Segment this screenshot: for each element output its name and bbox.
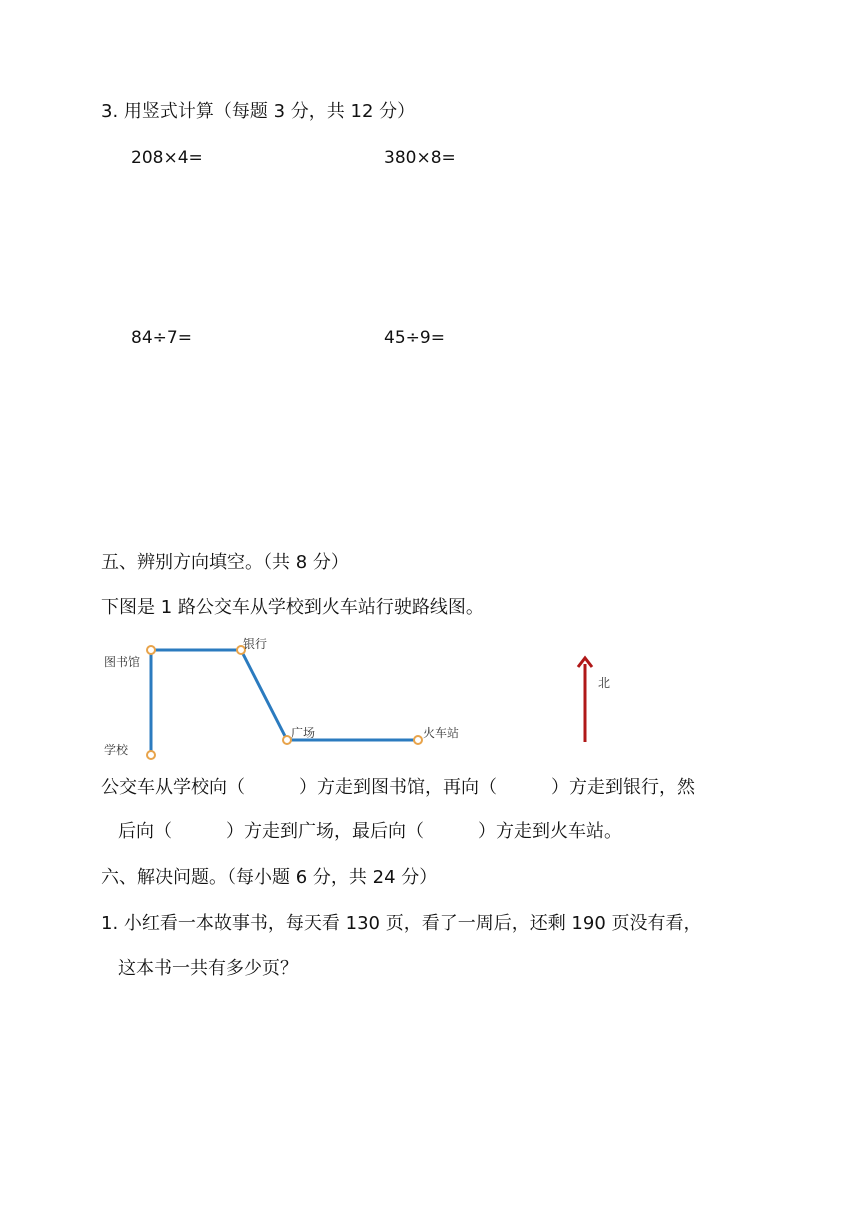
problem-q1-line1: 1. 小红看一本故事书，每天看 130 页，看了一周后，还剩 190 页没有看， <box>101 913 702 934</box>
node-library <box>147 646 155 654</box>
section3-heading: 3. 用竖式计算（每题 3 分，共 12 分） <box>101 101 416 122</box>
label-school: 学校 <box>104 743 129 757</box>
problem-3: 84÷7= <box>131 328 192 348</box>
section5-intro: 下图是 1 路公交车从学校到火车站行驶路线图。 <box>101 597 484 618</box>
node-school <box>147 751 155 759</box>
problem-1: 208×4= <box>131 148 203 168</box>
section6-heading: 六、解决问题。（每小题 6 分，共 24 分） <box>101 867 438 888</box>
problem-q1-line2: 这本书一共有多少页？ <box>118 958 298 979</box>
label-bank: 银行 <box>243 637 268 651</box>
node-station <box>414 736 422 744</box>
route-map <box>95 630 655 760</box>
label-north: 北 <box>598 676 611 690</box>
label-library: 图书馆 <box>104 655 141 669</box>
node-square <box>283 736 291 744</box>
label-square: 广场 <box>291 726 316 740</box>
problem-4: 45÷9= <box>384 328 445 348</box>
section5-heading: 五、辨别方向填空。（共 8 分） <box>101 552 349 573</box>
direction-question-line1: 公交车从学校向（ ）方走到图书馆，再向（ ）方走到银行，然 <box>101 777 695 798</box>
problem-2: 380×8= <box>384 148 456 168</box>
direction-question-line2: 后向（ ）方走到广场，最后向（ ）方走到火车站。 <box>118 821 622 842</box>
label-station: 火车站 <box>423 726 460 740</box>
